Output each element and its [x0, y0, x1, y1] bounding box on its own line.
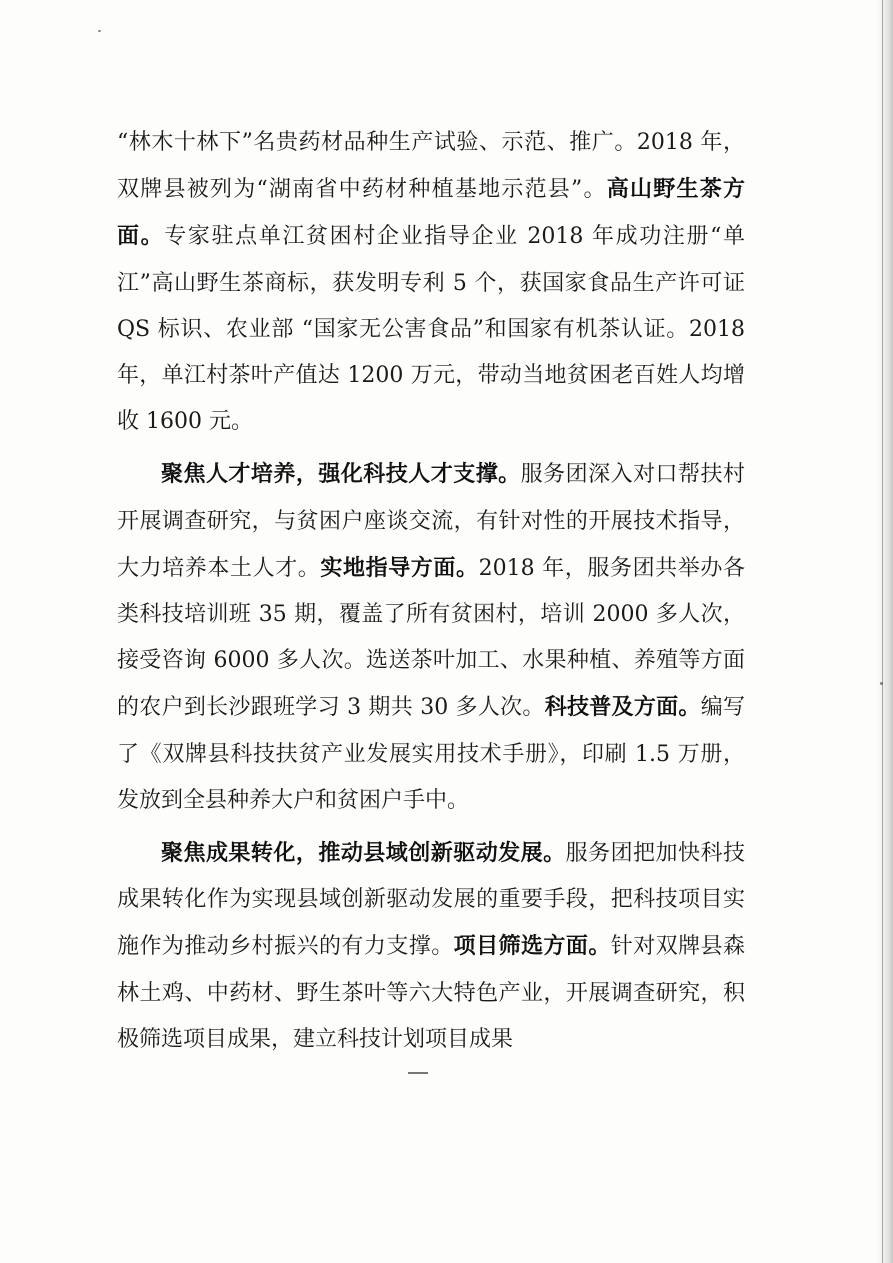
scan-speck [98, 30, 101, 32]
bold-heading: 高山野生茶方面。 [117, 176, 745, 250]
bold-heading: 聚焦成果转化，推动县域创新驱动发展。 [161, 840, 566, 867]
document-body [117, 120, 745, 1063]
text-segment: 编写了《双牌县科技扶贫产业发展实用技术手册》，印刷 1.5 万册，发放到全县种养大户和贫困户手中。 [117, 695, 745, 813]
bold-heading: 科技普及方面。 [544, 694, 701, 721]
scan-mark [408, 1072, 428, 1074]
bold-heading: 实地指导方面。 [320, 554, 479, 581]
paragraph-3 [117, 830, 745, 1063]
paragraph-1 [117, 120, 745, 445]
text-segment: 服务团把加快科技成果转化作为实现县域创新驱动发展的重要手段，把科技项目实施作为推动乡村振兴的有力支撑。 [117, 841, 745, 960]
text-segment: “林木十林下”名贵药材品种生产试验、示范、推广。2018 年，双牌县被列为“湖南省中药材种植基地示范县”。 [117, 130, 745, 203]
text-segment: 专家驻点单江贫困村企业指导企业 2018 年成功注册“单江”高山野生茶商标，获发明专利 5 个，获国家食品生产许可证 QS 标识、农业部 “国家无公害食品”和国家有机茶认证。2018 年，单江村茶叶产值达 1200 万元，带动当地贫困老百姓人均增收 1600 元。 [117, 224, 745, 435]
bold-heading: 项目筛选方面。 [453, 933, 611, 960]
bold-heading: 聚焦人才培养，强化科技人才支撑。 [161, 461, 521, 488]
page-edge-line [882, 0, 883, 1263]
text-segment: 2018 年，服务团共举办各类科技培训班 35 期，覆盖了所有贫困村，培训 2000 多人次，接受咨询 6000 多人次。选送茶叶加工、水果种植、养殖等方面的农户到长沙跟班学习 3 期共 30 多人次。 [117, 555, 745, 721]
text-segment: 针对双牌县森林土鸡、中药材、野生茶叶等六大特色产业，开展调查研究，积极筛选项目成果，建立科技计划项目成果 [117, 934, 745, 1052]
paragraph-2 [117, 451, 745, 824]
page-edge-shadow [877, 0, 893, 1263]
text-segment: 服务团深入对口帮扶村开展调查研究，与贫困户座谈交流，有针对性的开展技术指导，大力培养本土人才。 [117, 462, 745, 581]
